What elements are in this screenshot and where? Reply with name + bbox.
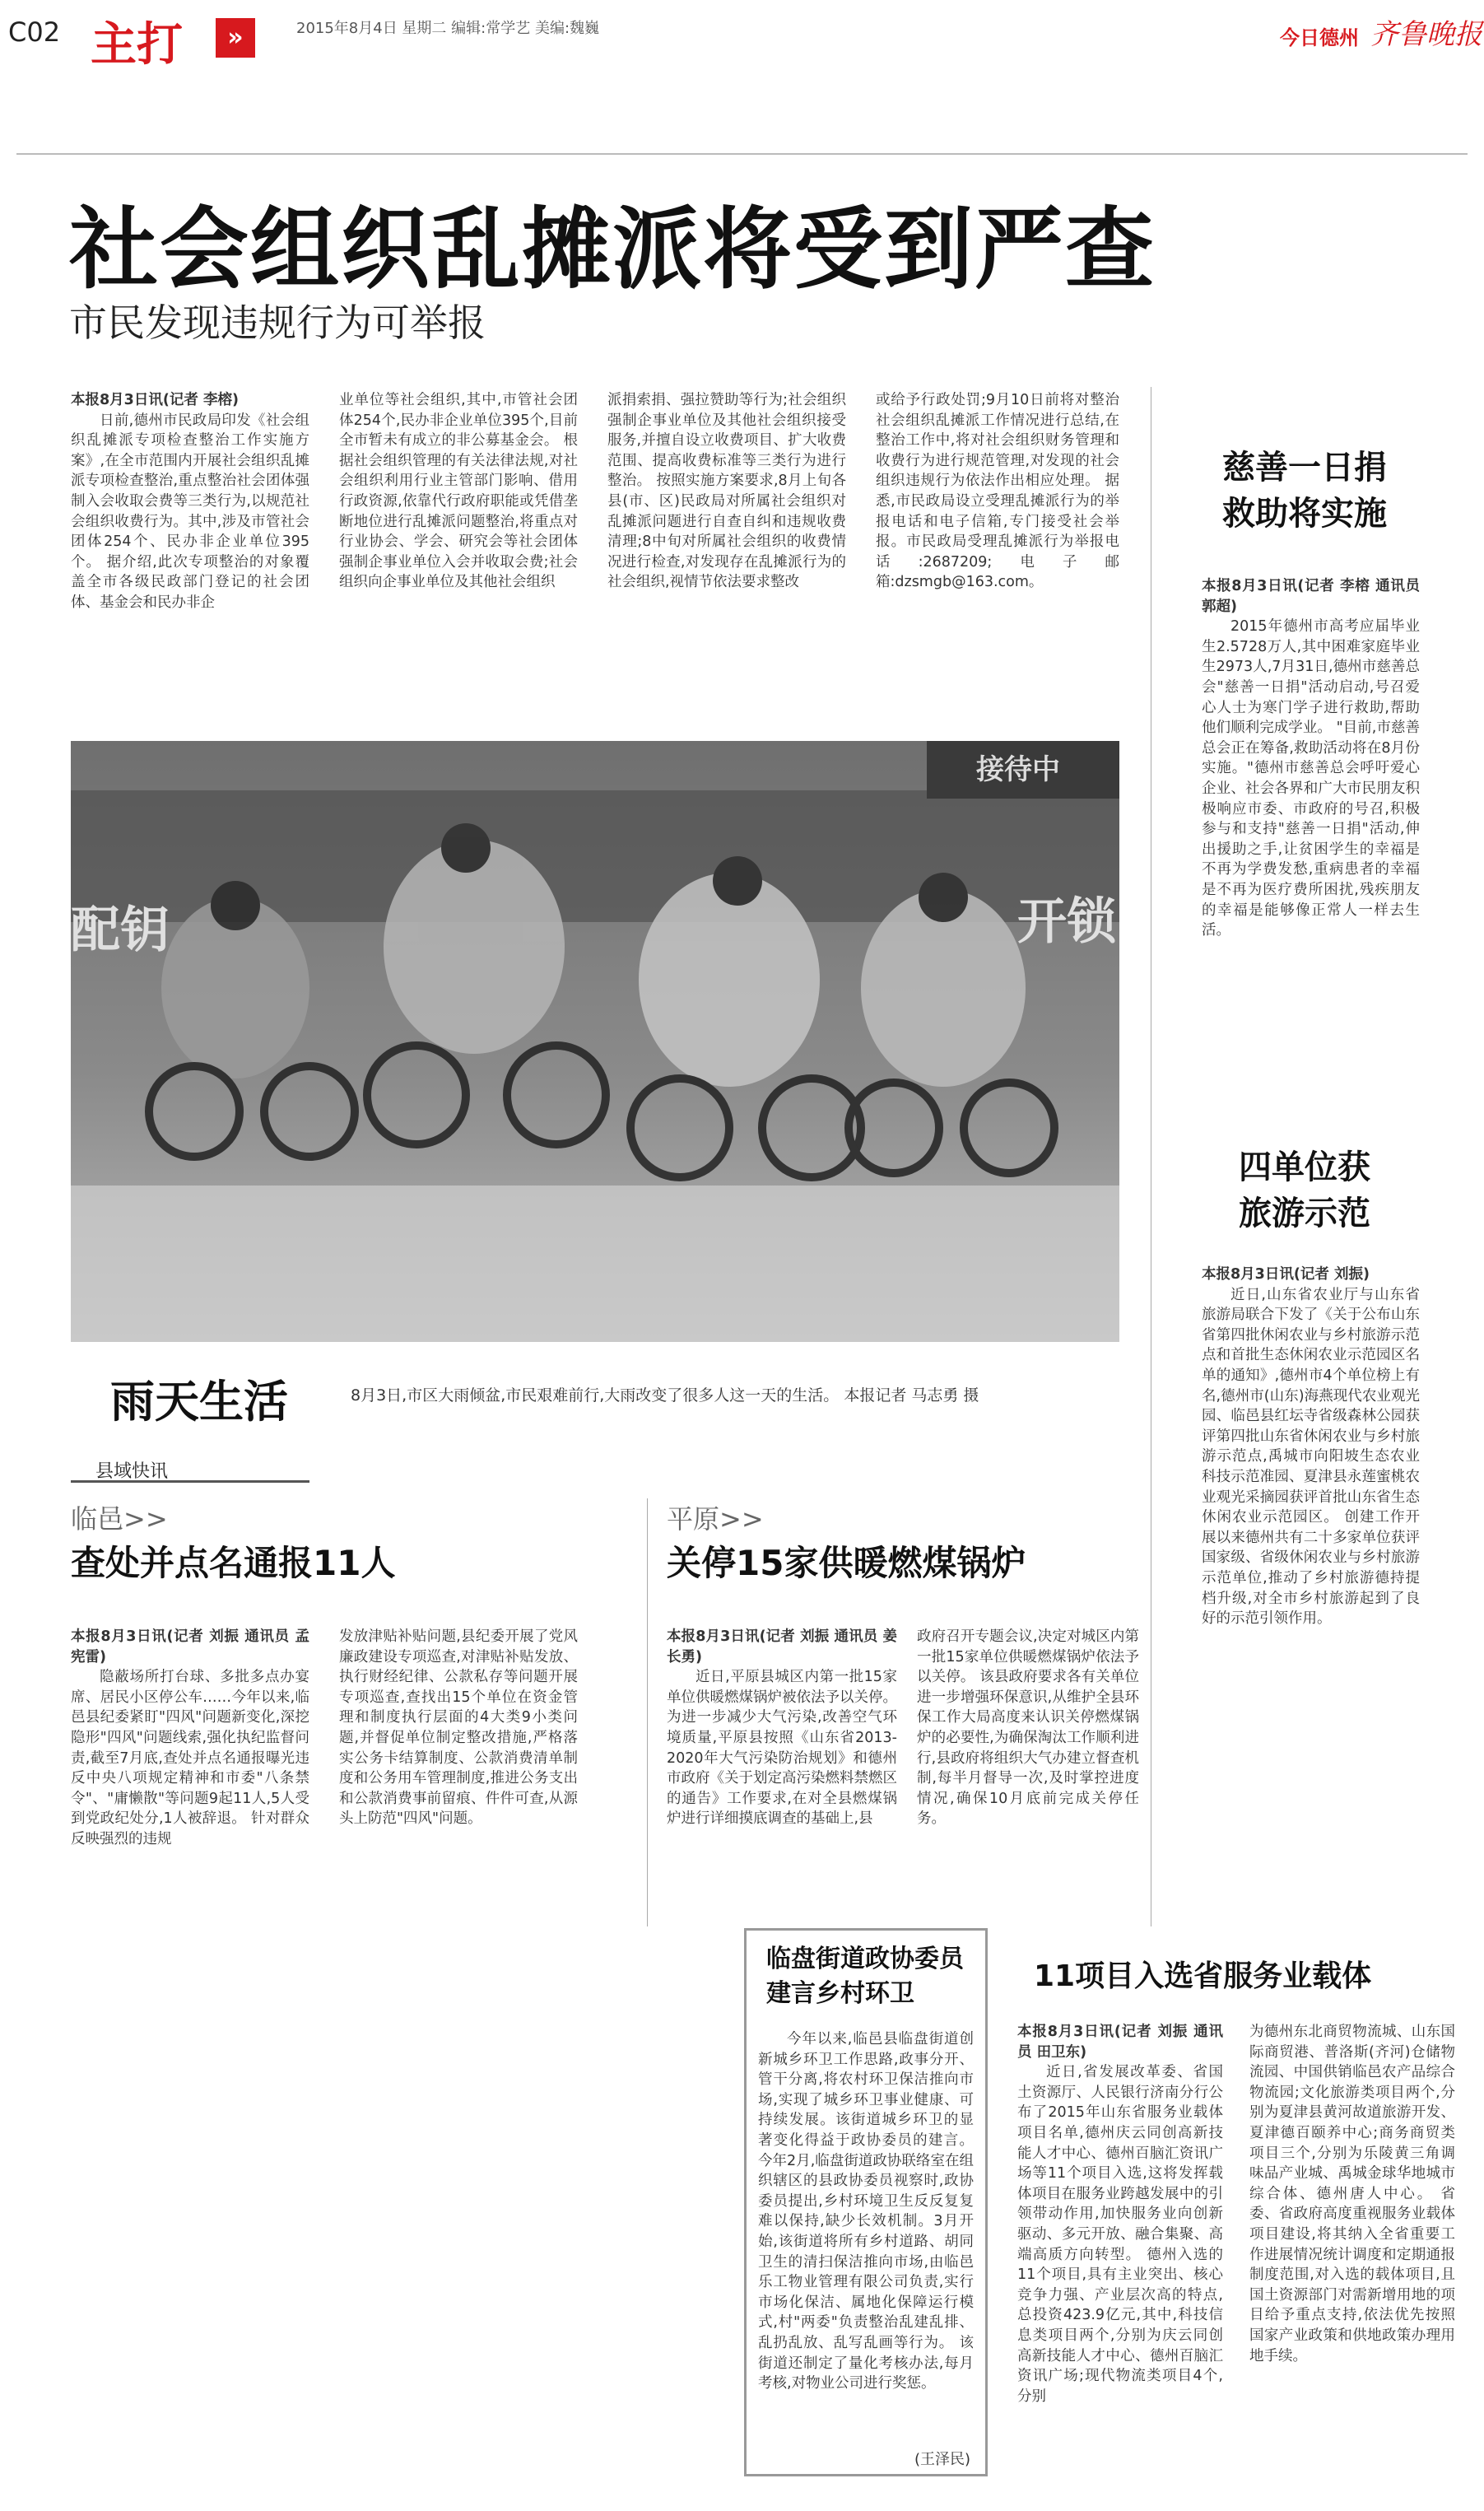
page-number: C02: [8, 16, 61, 48]
services-col1-text: 近日,省发展改革委、省国土资源厅、人民银行济南分行公布了2015年山东省服务业载体项目名单,德州庆云同创高新技能人才中心、德州百脑汇资讯广场等11个项目入选,这将发挥载体项目在服务业跨越发展中的引领带动作用,加快服务业向创新驱动、多元开放、融合集聚、高端高质方向转型。 德州入选的11个项目,具有主业突出、核心竞争力强、产业层次高的特点,总投资423.9亿元,其中,科技信息类项目两个,分别为庆云同创高新技能人才中心、德州百脑汇资讯广场;现代物流类项目4个,分别: [1017, 2064, 1223, 2405]
charity-headline: [1169, 445, 1440, 537]
main-headline: 社会组织乱摊派将受到严查: [69, 198, 1156, 301]
tourism-body: 近日,山东省农业厅与山东省旅游局联合下发了《关于公布山东省第四批休闲农业与乡村旅游示范点和首批生态休闲农业示范园区名单的通知》,德州市4个单位榜上有名,德州市(山东)海燕现代农业观光园、临邑县红坛寺省级森林公园获评第四批山东省休闲农业与乡村旅游示范点,禹城市向阳坡生态农业科技示范准园、夏津县永莲蜜桃农业观光采摘园获评首批山东省生态休闲农业示范园区。 创建工作开展以来德州共有二十多家单位获评国家级、省级休闲农业与乡村旅游示范单位,推动了乡村旅游德持提档升级,对全市乡村旅游起到了良好的示范引领作用。: [1202, 1286, 1420, 1628]
services-col2-text: 为德州东北商贸物流城、山东国际商贸港、普洛斯(齐河)仓储物流园、中国供销临邑农产品综合物流园;文化旅游类项目两个,分别为夏津县黄河故道旅游开发、夏津德百颐养中心;商务商贸类项目三个,分别为乐陵黄三角调味品产业城、禹城金球华地城市综合体、德州唐人中心。 省委、省政府高度重视服务业载体项目建设,将其纳入全省重要工作进展情况统计调度和定期通报制度范围,对入选的载体项目,且国土资源部门对需新增用地的项目给予重点支持,依法优先按照国家产业政策和供地政策办理用地手续。: [1249, 2024, 1455, 2364]
linpan-body: 今年以来,临邑县临盘街道创新城乡环卫工作思路,政事分开、管干分离,将农村环卫保洁推向市场,实现了城乡环卫事业健康、可持续发展。该街道城乡环卫的显著变化得益于政协委员的建言。 今年2月,临盘街道政协联络室在组织辖区的县政协委员视察时,政协委员提出,乡村环境卫生反反复复难以保持,缺少长效机制。3月开始,该街道将所有乡村道路、胡同卫生的清扫保洁推向市场,由临邑乐工物业管理有限公司负责,实行市场化保洁、属地化保障运行模式,村"两委"负责整治乱建乱排、乱扔乱放、乱写乱画等行为。 该街道还制定了量化考核办法,每月考核,对物业公司进行奖惩。: [758, 2031, 974, 2392]
section-title: 主打: [91, 18, 183, 72]
pingyuan-region: 平原>>: [667, 1503, 764, 1535]
linyi-col-2: [339, 1627, 578, 1931]
county-news-tab: 县域快讯: [71, 1457, 309, 1483]
linyi-col-1: [71, 1627, 309, 1931]
main-col1-text: 日前,德州市民政局印发《社会组织乱摊派专项检查整治工作实施方案》,在全市范围内开展社会组织乱摊派专项检查整治,重点整治社会团体强制入会收取会费等三类行为,以规范社会组织收费行为。其中,涉及市管社会团体254个、民办非企业单位395个。 据介绍,此次专项整治的对象覆盖全市各级民政部门登记的社会团体、基金会和民办非企: [71, 412, 309, 611]
pingyuan-col2-text: 政府召开专题会议,决定对城区内第一批15家单位供暖燃煤锅炉依法予以关停。 该县政府要求各有关单位进一步增强环保意识,从维护全县环保工作大局高度来认识关停燃煤锅炉的必要性,为确保淘汰工作顺利进行,县政府将组织大气办建立督查机制,每半月督导一次,及时掌控进度情况,确保10月底前完成关停任务。: [917, 1628, 1139, 1828]
sign-text-2: 开锁: [1017, 893, 1116, 951]
linyi-headline: 查处并点名通报11人: [71, 1543, 396, 1583]
services-col-1: [1017, 2022, 1223, 2483]
pingyuan-byline: 本报8月3日讯(记者 刘振 通讯员 姜长勇): [667, 1628, 897, 1665]
charity-headline-line-1: 慈善一日捐: [1222, 449, 1387, 487]
linpan-article: [747, 2011, 985, 2457]
services-headline: 11项目入选省服务业载体: [1034, 1959, 1372, 1993]
linpan-headline-line-2: 建言乡村环卫: [766, 1979, 914, 2008]
services-byline: 本报8月3日讯(记者 刘振 通讯员 田卫东): [1017, 2024, 1223, 2061]
main-col4-text: 或给予行政处罚;9月10日前将对整治社会组织乱摊派工作情况进行总结,在整治工作中,将对社会组织财务管理和收费行为进行规范管理,对发现的社会组织违规行为依法作出相应处理。 据悉,市民政局设立受理乱摊派行为的举报电话和电子信箱,专门接受社会举报。市民政局受理乱摊派行为举报电话:2687209;电子邮箱:dzsmgb@163.com。: [876, 392, 1119, 591]
main-col2-text: 业单位等社会组织,其中,市管社会团体254个,民办非企业单位395个,目前全市暂未有成立的非公募基金会。 根据社会组织管理的有关法律法规,对社会组织利用行业主管部门影响、借用行政资源,依靠代行政府职能或凭借垄断地位进行乱摊派问题整治,将重点对行业协会、学会、研究会等社会团体强制企事业单位入会并收取会费;社会组织向企事业单位及其他社会组织: [339, 392, 578, 591]
sign-text-3: 配钥: [71, 901, 170, 959]
today-label: 今日德州: [1280, 26, 1359, 49]
main-col3-text: 派捐索捐、强拉赞助等行为;社会组织强制企事业单位及其他社会组织接受服务,并擅自设立收费项目、扩大收费范围、提高收费标准等三类行为进行整治。 按照实施方案要求,8月上旬各县(市、区)民政局对所属社会组织对乱摊派问题进行自查自纠和违规收费清理;8中旬对所属社会组织的收费情况进行检查,对发现存在乱摊派行为的社会组织,视情节依法要求整改: [607, 392, 846, 591]
linyi-region: 临邑>>: [71, 1503, 168, 1535]
tourism-headline-line-2: 旅游示范: [1239, 1195, 1370, 1232]
linyi-col1-text: 隐蔽场所打台球、多批多点办宴席、居民小区停公车……今年以来,临邑县纪委紧盯"四风"问题新变化,深挖隐形"四风"问题线索,强化执纪监督问责,截至7月底,查处并点名通报曝光违反中央八项规定精神和市委"八条禁令"、"庸懒散"等问题9起11人,5人受到党政纪处分,1人被辞退。 针对群众反映强烈的违规: [71, 1669, 309, 1847]
main-article-col-3: [607, 390, 846, 687]
tourism-headline: [1169, 1144, 1440, 1237]
services-col-2: [1249, 2022, 1455, 2483]
charity-headline-line-2: 救助将实施: [1222, 495, 1387, 533]
photo-title: 雨天生活: [110, 1376, 288, 1428]
charity-article: [1202, 576, 1420, 1103]
linpan-signature: (王泽民): [914, 2451, 970, 2468]
main-subheadline: 市民发现违规行为可举报: [69, 300, 486, 345]
issue-meta: 2015年8月4日 星期二 编辑:常学艺 美编:魏巍: [296, 20, 600, 37]
main-article-col-2: [339, 390, 578, 687]
pingyuan-headline: 关停15家供暖燃煤锅炉: [667, 1543, 1026, 1583]
linpan-headline: [747, 1931, 985, 2011]
charity-byline: 本报8月3日讯(记者 李榕 通讯员 郭超): [1202, 578, 1420, 615]
tourism-headline-line-1: 四单位获: [1239, 1148, 1370, 1186]
linyi-byline: 本报8月3日讯(记者 刘振 通讯员 孟宪雷): [71, 1628, 309, 1665]
newspaper-logo: 齐鲁晚报: [1370, 18, 1482, 51]
rain-photo-image: [71, 741, 1119, 1342]
section-arrow-icon: »: [216, 18, 255, 58]
pingyuan-col1-text: 近日,平原县城区内第一批15家单位供暖燃煤锅炉被依法予以关停。 为进一步减少大气污染,改善空气环境质量,平原县按照《山东省2013-2020年大气污染防治规划》和德州市政府《关于划定高污染燃料禁燃区的通告》工作要求,在对全县燃煤锅炉进行详细摸底调查的基础上,县: [667, 1669, 897, 1828]
photo-caption: 8月3日,市区大雨倾盆,市民艰难前行,大雨改变了很多人这一天的生活。 本报记者 马志勇 摄: [351, 1386, 979, 1405]
rain-photo: [71, 741, 1119, 1342]
sign-text-1: 接待中: [976, 753, 1060, 786]
header-rule: [16, 153, 1468, 155]
tourism-article: [1202, 1265, 1420, 1923]
column-divider: [647, 1498, 648, 1926]
linpan-headline-line-1: 临盘街道政协委员: [766, 1945, 964, 1973]
pingyuan-col-1: [667, 1627, 897, 1931]
pingyuan-col-2: [917, 1627, 1139, 1931]
tourism-byline: 本报8月3日讯(记者 刘振): [1202, 1266, 1370, 1283]
main-article-col-4: [876, 390, 1119, 687]
main-article-col-1: [71, 390, 309, 687]
charity-body: 2015年德州市高考应届毕业生2.5728万人,其中困难家庭毕业生2973人,7月31日,德州市慈善总会"慈善一日捐"活动启动,号召爱心人士为寒门学子进行救助,帮助他们顺利完成学业。 "目前,市慈善总会正在筹备,救助活动将在8月份实施。"德州市慈善总会呼吁爱心企业、社会各界和广大市民朋友积极响应市委、市政府的号召,积极参与和支持"慈善一日捐"活动,伸出援助之手,让贫困学生的幸福是不再为学费发愁,重病患者的幸福是不再为医疗费所困扰,残疾朋友的幸福是能够像正常人一样去生活。: [1202, 618, 1420, 939]
main-byline: 本报8月3日讯(记者 李榕): [71, 392, 239, 408]
linpan-box: [744, 1928, 988, 2476]
linyi-col2-text: 发放津贴补贴问题,县纪委开展了党风廉政建设专项巡查,对津贴补贴发放、执行财经纪律、公款私存等问题开展专项巡查,查找出15个单位在资金管理和制度执行层面的4大类9小类问题,并督促单位制定整改措施,严格落实公务卡结算制度、公款消费清单制度和公务用车管理制度,推进公务支出和公款消费事前留痕、件件可查,从源头上防范"四风"问题。: [339, 1628, 578, 1828]
